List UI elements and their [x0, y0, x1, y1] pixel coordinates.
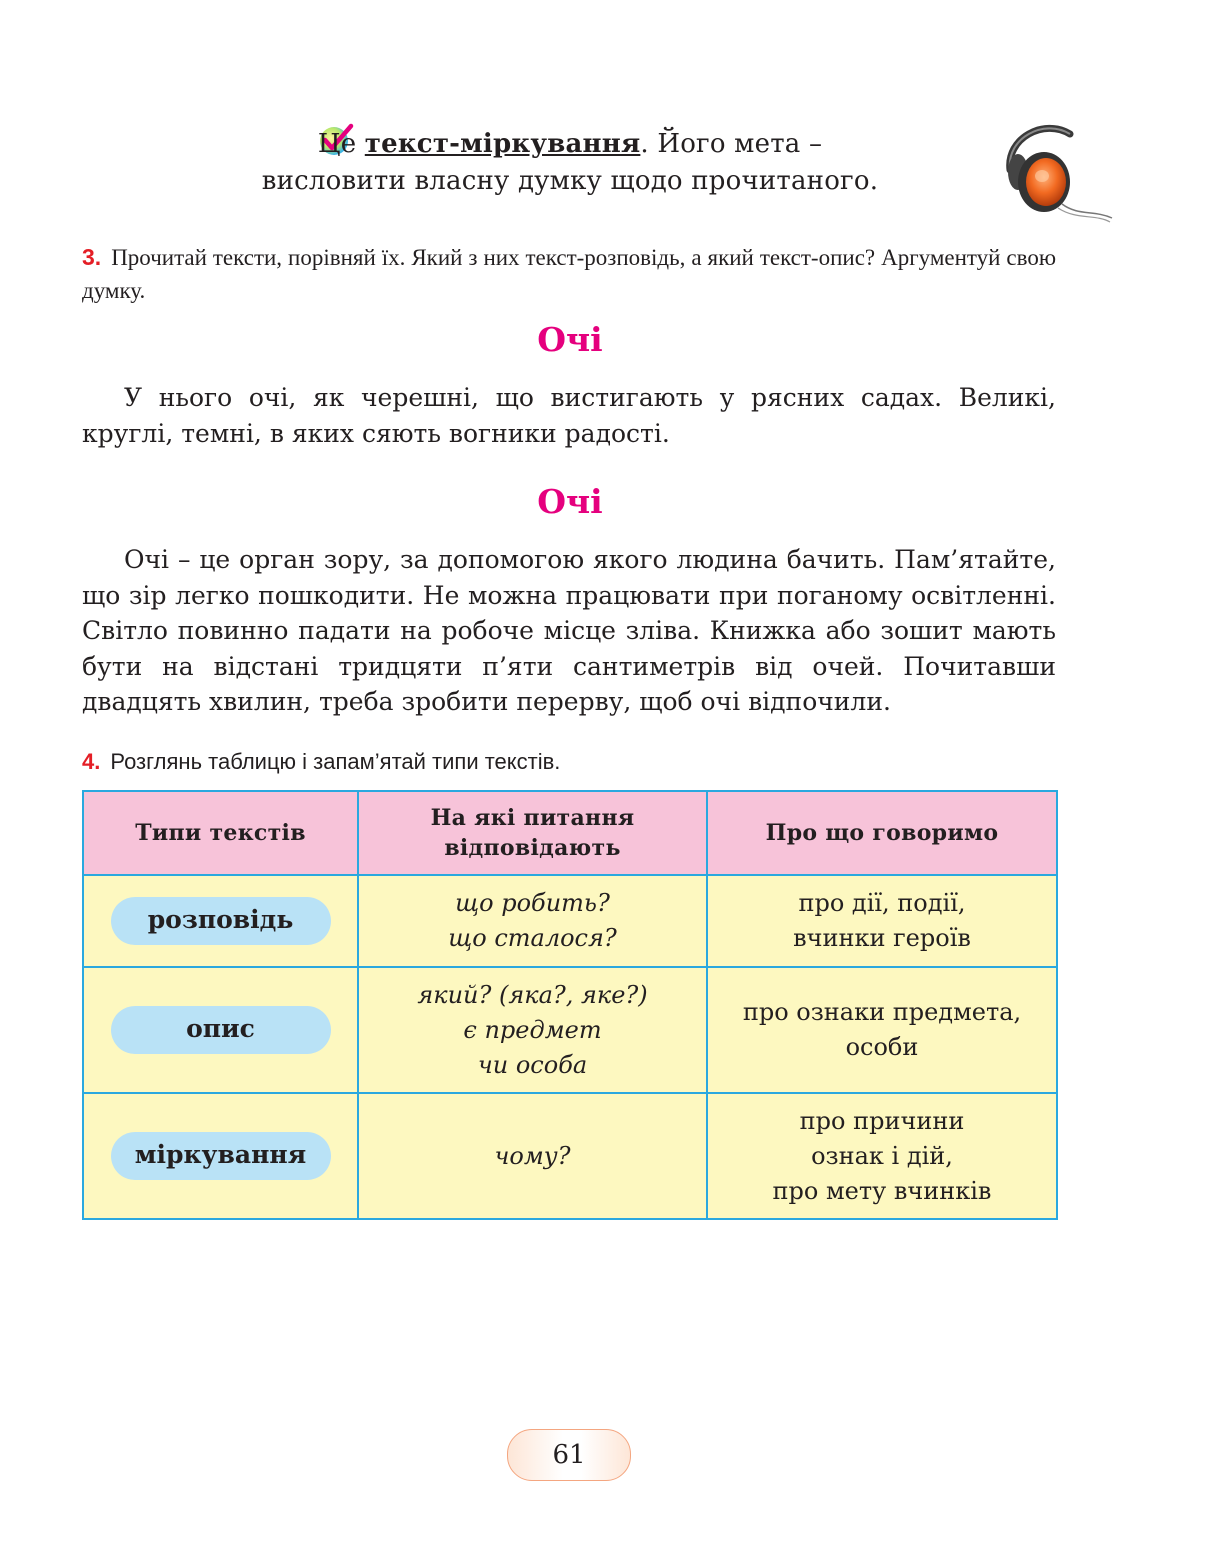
type-cell	[83, 1093, 358, 1219]
note-line2: висловити власну думку щодо прочитаного.	[261, 166, 879, 196]
text2-body: Очі – це орган зору, за допомогою якого людина бачить. Пам’ятайте, що зір легко пошкодити. Не можна працювати при поганому освітленні. Світло повинно падати на робоче місце зліва. Книжка або зошит мають бути на відстані тридцяти п’яти сантиметрів від очей. Почитавши двадцять хвилин, треба зробити перерву, щоб очі відпочили.	[82, 545, 1056, 716]
question-line: що робить?	[455, 889, 610, 917]
headphones-icon	[1000, 120, 1114, 224]
note-after-term: . Його мета –	[640, 129, 823, 159]
about-line: про мету вчинків	[772, 1176, 992, 1205]
questions-cell	[358, 1093, 707, 1219]
type-cell	[83, 875, 358, 967]
about-line: про причини	[799, 1106, 965, 1135]
type-cell	[83, 967, 358, 1093]
header-about: Про що говоримо	[707, 791, 1057, 875]
text1-title: Очі	[537, 320, 603, 359]
questions-cell	[358, 967, 707, 1093]
about-line: про ознаки предмета,	[742, 998, 1022, 1026]
task-4	[82, 745, 1056, 778]
text2-title: Очі	[537, 482, 603, 521]
about-line: вчинки героїв	[793, 924, 971, 952]
about-line: особи	[845, 1033, 919, 1061]
about-line: ознак і дій,	[811, 1141, 953, 1170]
task-number: 3.	[82, 244, 102, 270]
questions-cell	[358, 875, 707, 967]
text1-body: У нього очі, як черешні, що вистигають у рясних садах. Великі, круглі, темні, в яких сяють вогники радості.	[82, 383, 1056, 448]
table-row	[83, 967, 1057, 1093]
type-pill: розповідь	[111, 897, 331, 945]
question-line: є предмет	[463, 1015, 602, 1044]
reasoning-note	[180, 126, 960, 200]
type-pill: опис	[111, 1006, 331, 1054]
task-text: Розглянь таблицю і запам’ятай типи текстів.	[110, 749, 561, 774]
table-row	[83, 875, 1057, 967]
header-questions-line1: На які питання	[430, 805, 635, 831]
task-number: 4.	[82, 749, 101, 774]
question-line: чи особа	[477, 1050, 588, 1079]
question-line: чому?	[494, 1141, 571, 1170]
about-cell	[707, 1093, 1057, 1219]
header-questions-line2: відповідають	[444, 835, 621, 861]
question-line: який? (яка?, яке?)	[417, 980, 648, 1009]
table-row	[83, 1093, 1057, 1219]
header-text-types: Типи текстів	[83, 791, 358, 875]
task-text: Прочитай тексти, порівняй їх. Який з них текст-розповідь, а який текст-опис? Аргументуй свою думку.	[82, 245, 1056, 303]
about-cell	[707, 875, 1057, 967]
header-questions	[358, 791, 707, 875]
task-3	[82, 241, 1056, 307]
text-types-table	[82, 790, 1058, 1220]
question-line: що сталося?	[448, 924, 617, 952]
type-pill: міркування	[111, 1132, 331, 1180]
about-cell	[707, 967, 1057, 1093]
note-prefix: Це	[317, 129, 357, 159]
note-term: текст-міркування	[364, 129, 641, 159]
about-line: про дії, події,	[798, 889, 966, 917]
table-header-row	[83, 791, 1057, 875]
page-number: 61	[507, 1429, 631, 1481]
